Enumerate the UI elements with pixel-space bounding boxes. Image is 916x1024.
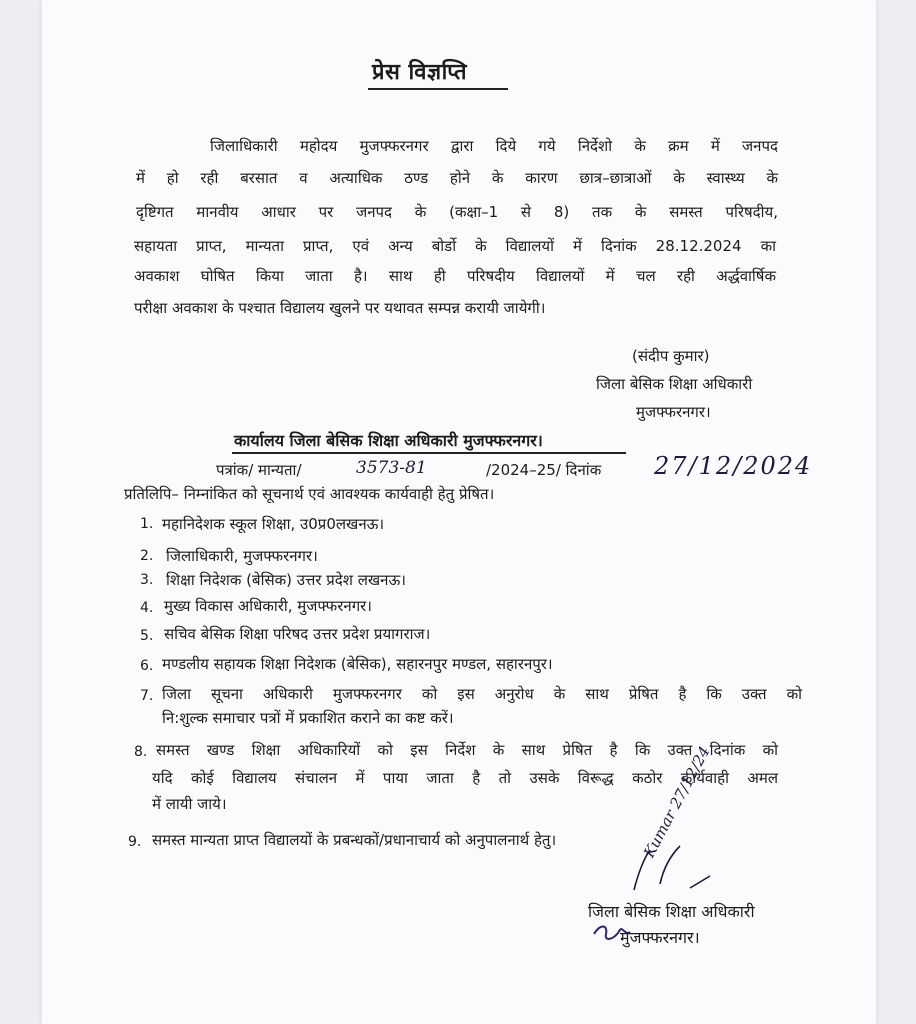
list-item-4: मुख्य विकास अधिकारी, मुजफ्फरनगर। <box>164 597 372 615</box>
list-item-6: मण्डलीय सहायक शिक्षा निदेशक (बेसिक), सहारनपुर मण्डल, सहारनपुर। <box>162 655 553 673</box>
body-line-1: जिलाधिकारी महोदय मुजफ्फरनगर द्वारा दिये गये निर्देशो के क्रम में जनपद <box>210 137 778 155</box>
list-item-5: सचिव बेसिक शिक्षा परिषद उत्तर प्रदेश प्रयागराज। <box>164 625 431 643</box>
reference-year-date-label: /2024–25/ दिनांक <box>486 461 602 479</box>
list-number-4: 4. <box>140 600 154 616</box>
body-line-2: में हो रही बरसात व अत्याधिक ठण्ड होने के कारण छात्र–छात्राओं के स्वास्थ्य के <box>136 169 778 187</box>
list-item-7-line-2: नि:शुल्क समाचार पत्रों में प्रकाशित कराने का कष्ट करें। <box>162 709 454 727</box>
list-number-6: 6. <box>140 658 154 674</box>
office-heading: कार्यालय जिला बेसिक शिक्षा अधिकारी मुजफ्फरनगर। <box>234 431 543 450</box>
office-heading-underline <box>232 452 626 454</box>
signatory-place: मुजफ्फरनगर। <box>636 403 711 421</box>
body-line-4: सहायता प्राप्त, मान्यता प्राप्त, एवं अन्य बोर्डो के विद्यालयों में दिनांक 28.12.2024 का <box>134 237 776 255</box>
title-underline <box>368 88 508 90</box>
reference-prefix: पत्रांक/ मान्यता/ <box>216 461 302 479</box>
list-item-1: महानिदेशक स्कूल शिक्षा, उ0प्र0लखनऊ। <box>162 515 385 533</box>
list-number-2: 2. <box>140 548 154 564</box>
signature-scribble-icon <box>620 836 730 896</box>
page-title: प्रेस विज्ञप्ति <box>372 60 468 85</box>
list-item-7-line-1: जिला सूचना अधिकारी मुजफ्फरनगर को इस अनुरोध के साथ प्रेषित है कि उक्त को <box>162 685 802 703</box>
signatory-designation: जिला बेसिक शिक्षा अधिकारी <box>596 375 753 393</box>
body-line-3: दृष्टिगत मानवीय आधार पर जनपद के (कक्षा–1 से 8) तक के समस्त परिषदीय, <box>136 203 778 221</box>
list-item-9: समस्त मान्यता प्राप्त विद्यालयों के प्रबन्धकों/प्रधानाचार्य को अनुपालनार्थ हेतु। <box>152 831 557 849</box>
date-handwritten: 27/12/2024 <box>654 452 813 480</box>
list-number-7: 7. <box>140 688 154 704</box>
list-item-8-line-1: समस्त खण्ड शिक्षा अधिकारियों को इस निर्देश के साथ प्रेषित है कि उक्त दिनांक को <box>156 741 778 759</box>
list-item-2: जिलाधिकारी, मुजफ्फरनगर। <box>166 547 318 565</box>
reference-number-handwritten: 3573-81 <box>356 458 427 478</box>
handwritten-initials: Kumar 27/12/24 <box>640 743 714 861</box>
copy-to-line: प्रतिलिपि– निम्नांकित को सूचनार्थ एवं आवश्यक कार्यवाही हेतु प्रेषित। <box>124 485 495 503</box>
list-number-1: 1. <box>140 516 154 532</box>
list-item-8-line-3: में लायी जाये। <box>152 795 227 813</box>
list-number-8: 8. <box>134 744 148 760</box>
list-number-9: 9. <box>128 834 142 850</box>
body-line-5: अवकाश घोषित किया जाता है। साथ ही परिषदीय विद्यालयों में चल रही अर्द्धवार्षिक <box>134 267 776 285</box>
bottom-place: मुजफ्फरनगर। <box>620 928 700 947</box>
body-line-6: परीक्षा अवकाश के पश्चात विद्यालय खुलने पर यथावत सम्पन्न करायी जायेगी। <box>134 299 546 317</box>
list-item-3: शिक्षा निदेशक (बेसिक) उत्तर प्रदेश लखनऊ। <box>166 571 406 589</box>
list-number-3: 3. <box>140 572 154 588</box>
list-item-8-line-2: यदि कोई विद्यालय संचालन में पाया जाता है तो उसके विरूद्ध कठोर कार्यवाही अमल <box>152 769 778 787</box>
signatory-name: (संदीप कुमार) <box>632 347 710 365</box>
bottom-designation: जिला बेसिक शिक्षा अधिकारी <box>588 902 755 921</box>
list-number-5: 5. <box>140 628 154 644</box>
